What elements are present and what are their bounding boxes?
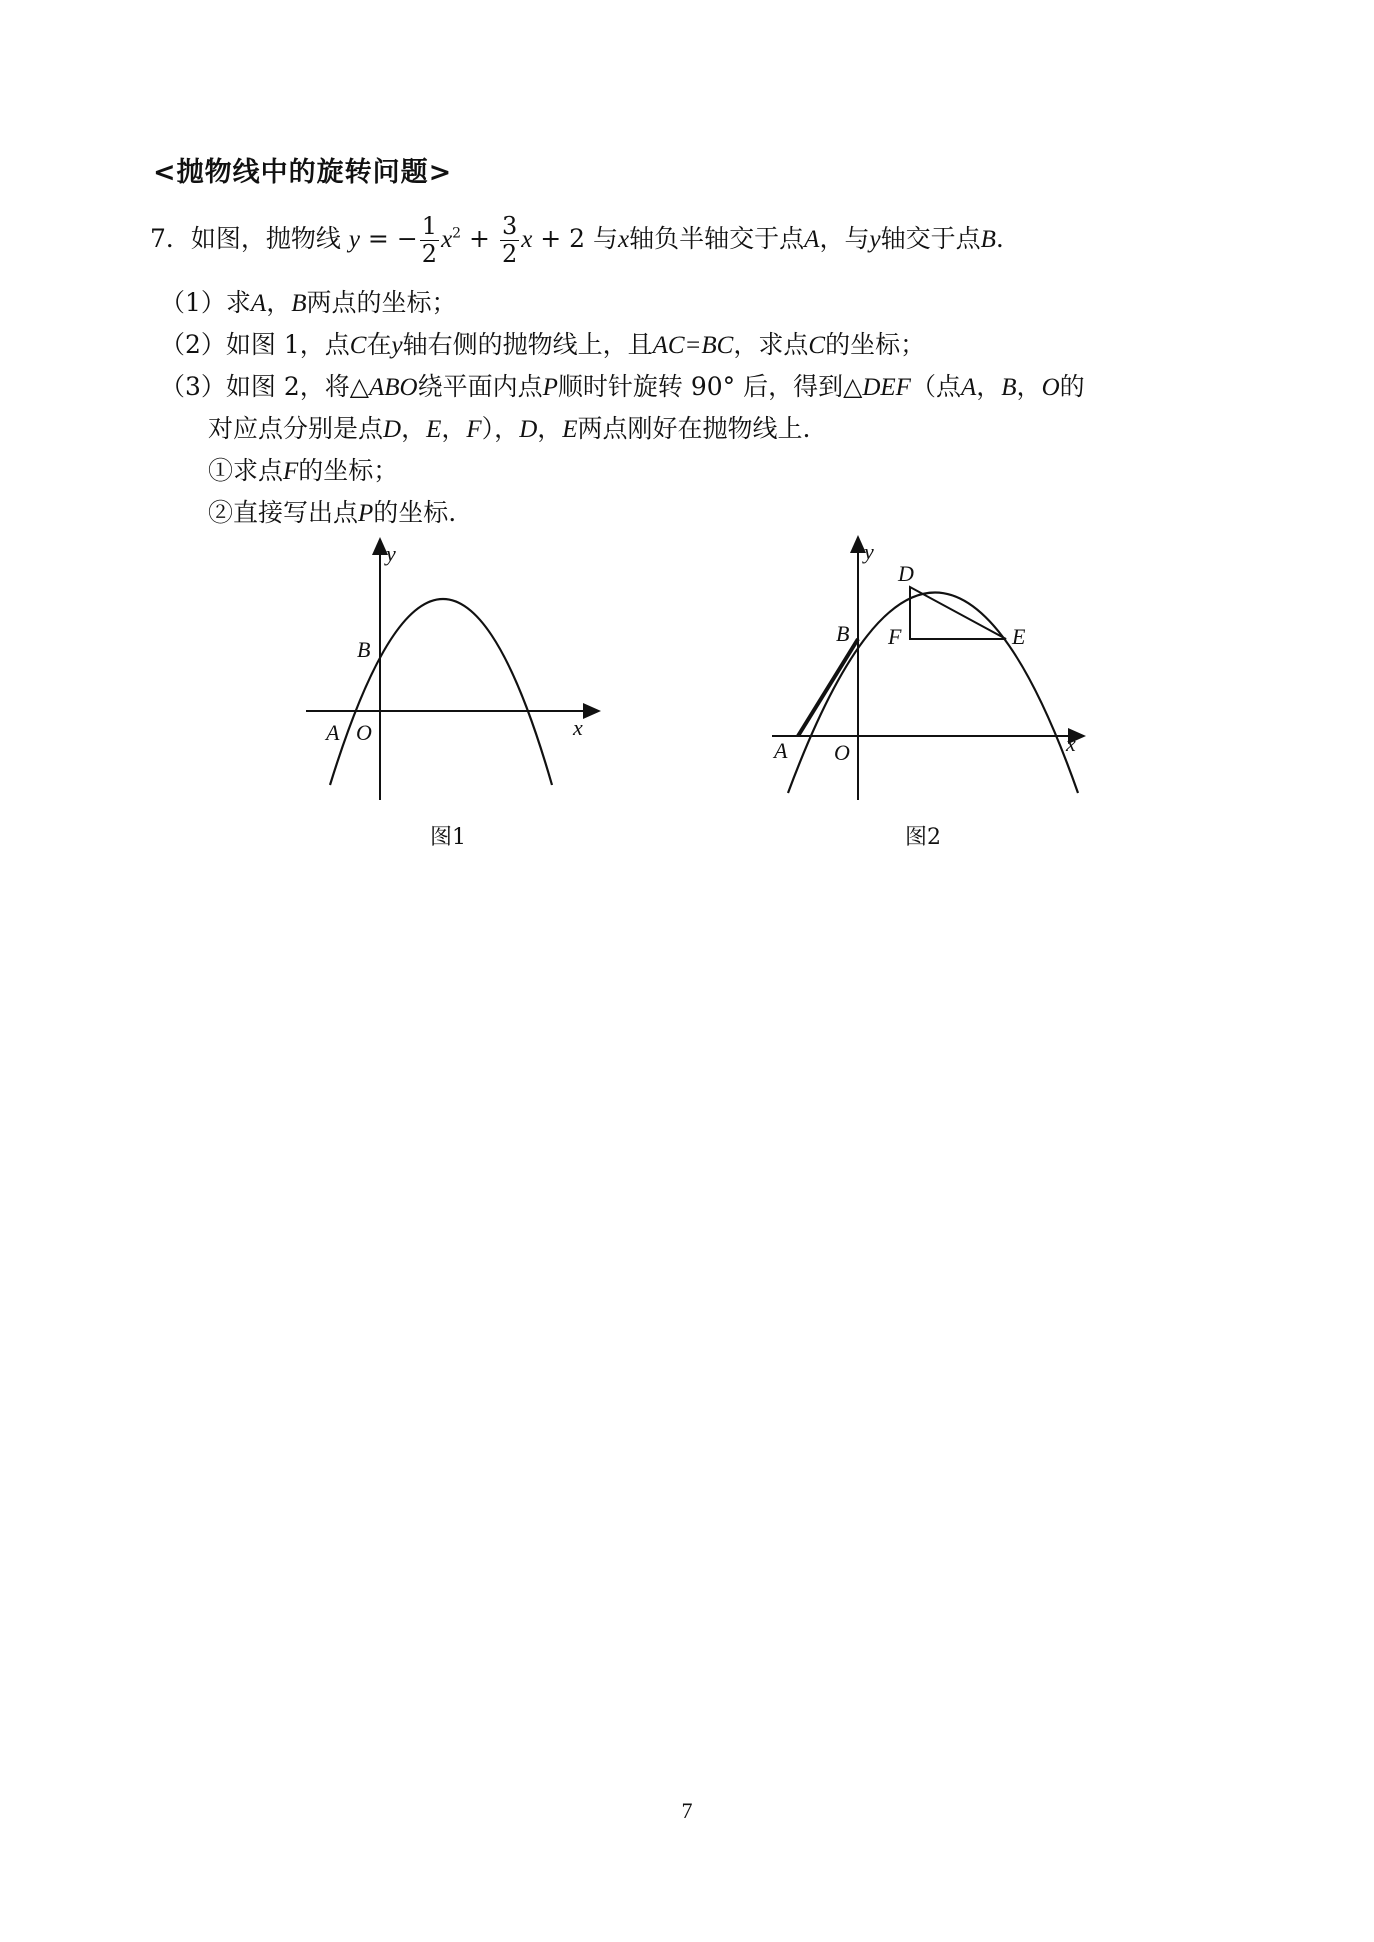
point-f-label: F (888, 624, 902, 649)
fraction-three-halves: $\frac{3}{2}$ (501, 212, 518, 268)
problem-number: 7． (150, 224, 191, 253)
section-heading: <抛物线中的旋转问题> (153, 157, 453, 188)
figure-1 (290, 535, 610, 805)
sub-question-2: ②直接写出点P的坐标. (208, 498, 457, 527)
part-2: （2）如图 1，点C在y轴右侧的抛物线上，且AC=BC，求点C的坐标； (160, 330, 926, 359)
point-a-label: A (326, 720, 340, 745)
point-d-label: D (898, 561, 914, 586)
point-e-label: E (1012, 624, 1026, 649)
origin-label: O (834, 740, 850, 765)
origin-label: O (356, 720, 372, 745)
figure-1-caption: 图1 (430, 825, 466, 850)
part-3: （3）如图 2，将△ABO绕平面内点P顺时针旋转 90° 后，得到△DEF（点A，B，O的 (160, 372, 1085, 401)
triangle-def (910, 587, 1006, 639)
figure-2-caption: 图2 (905, 825, 941, 850)
page-number: 7 (681, 1798, 693, 1823)
point-b-label: B (836, 621, 850, 646)
part-1: （1）求A，B两点的坐标； (160, 288, 457, 317)
sub-question-1: ①求点F的坐标； (208, 456, 399, 485)
point-a-label: A (774, 738, 788, 763)
figure-2 (760, 535, 1090, 805)
parabola-curve (788, 593, 1078, 794)
part-3-continued: 对应点分别是点D，E，F），D，E两点刚好在抛物线上. (208, 414, 811, 443)
point-b-label: B (357, 637, 371, 662)
x-axis-label: x (573, 715, 583, 740)
y-axis-label: y (386, 541, 396, 566)
x-axis-label: x (1066, 731, 1076, 756)
y-axis-label: y (864, 539, 874, 564)
problem-statement: 7．如图，抛物线 y = − $\frac{1}{2}$ $x^2$ + $\frac{3}{2}$ x + 2 与x轴负半轴交于点A，与y轴交于点B. (150, 212, 1004, 268)
parabola-curve (330, 599, 552, 785)
fraction-one-half: $\frac{1}{2}$ (421, 212, 438, 268)
segment-ab (798, 639, 858, 736)
